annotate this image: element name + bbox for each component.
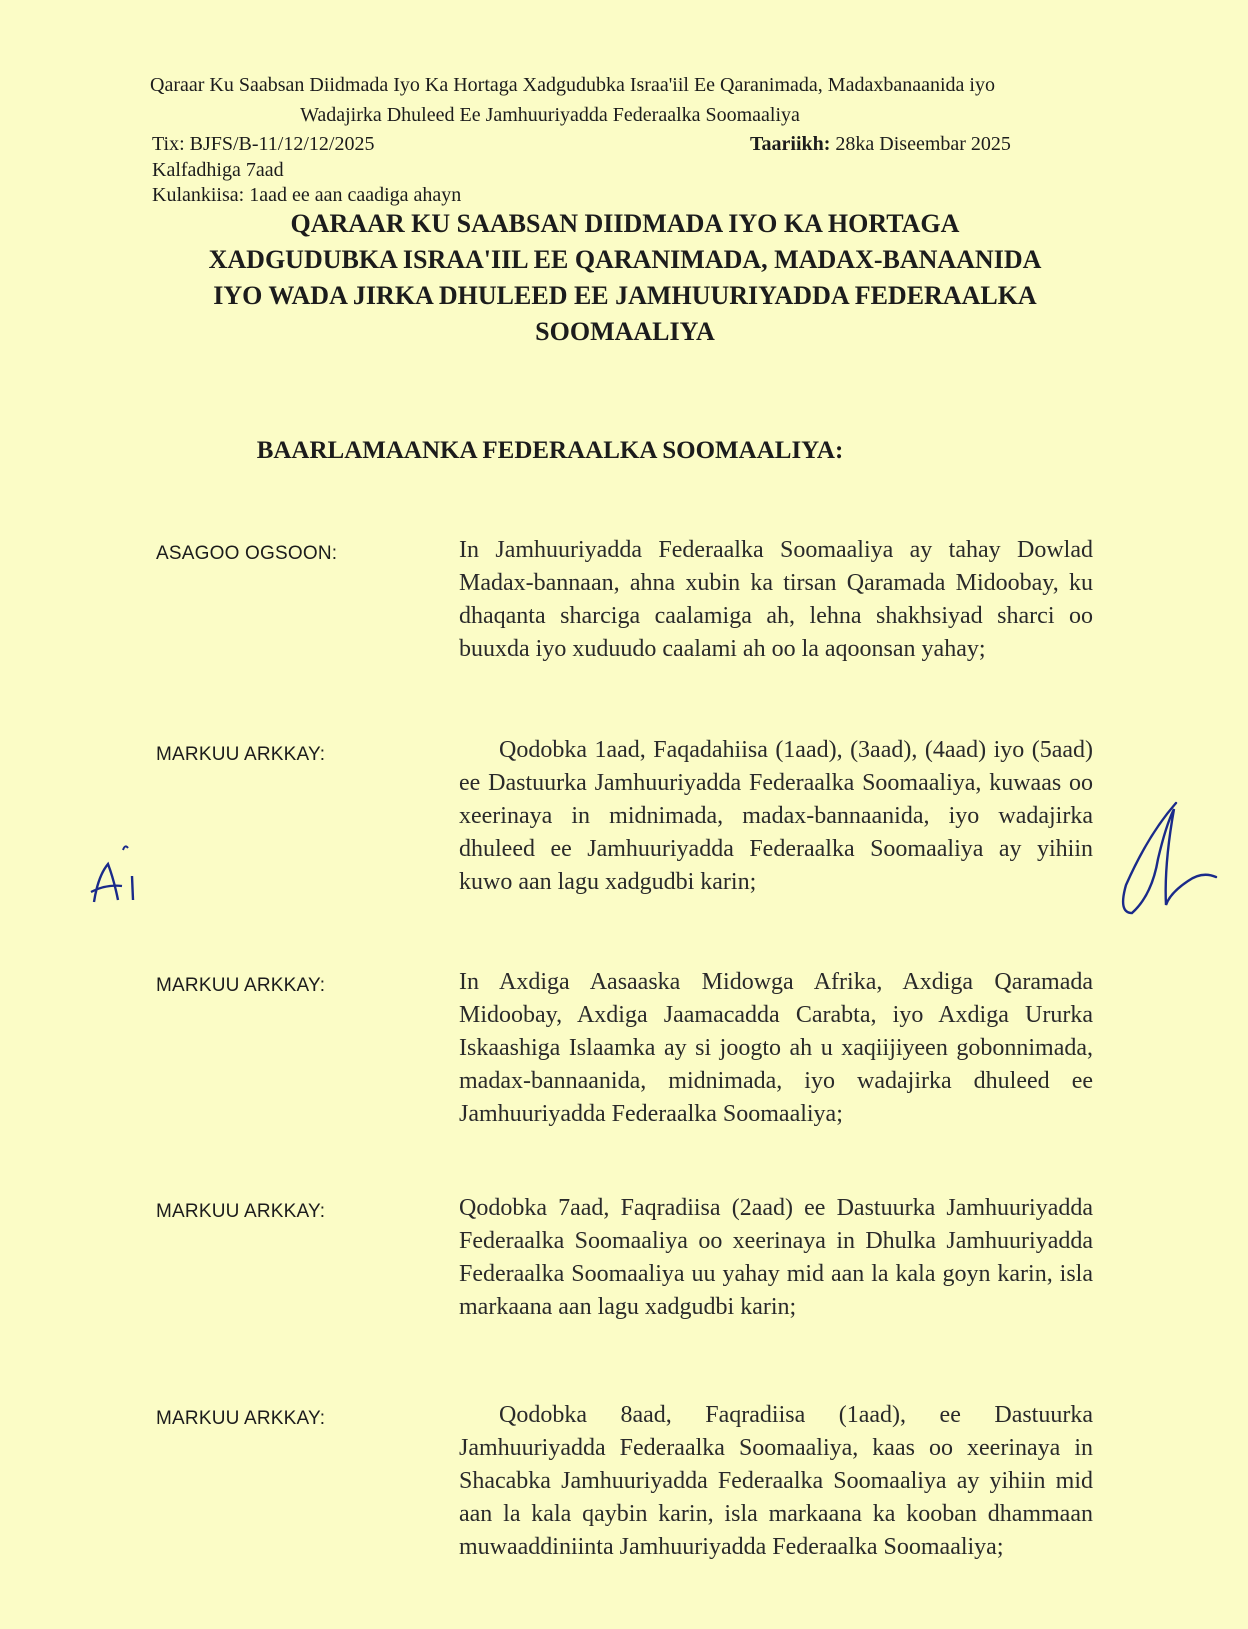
title-line: XADGUDUBKA ISRAA'IIL EE QARANIMADA, MADAX-BANAANIDA [208,245,1042,274]
title-line: IYO WADA JIRKA DHULEED EE JAMHUURIYADDA FEDERAALKA [213,281,1037,310]
running-title-line2: Wadajirka Dhuleed Ee Jamhuuriyadda Federaalka Soomaaliya [300,104,800,126]
clause-label: MARKUU ARKKAY: [156,1201,326,1222]
date-value: 28ka Diseembar 2025 [830,133,1011,155]
clause-text: In Axdiga Aasaaska Midowga Afrika, Axdiga Qaramada Midoobay, Axdiga Jaamacadda Carabta, iyo Axdiga Ururka Iskaashiga Islaamka ay si joogto ah u xaqiijiyeen gobonnimada, madax-bannaanida, midnimada, iyo wadajirka dhuleed ee Jamhuuriyadda Federaalka Soomaaliya; [459,969,1093,1127]
session-number: Kalfadhiga 7aad [152,159,284,181]
clause-label: ASAGOO OGSOON: [156,543,338,564]
issuing-body: BAARLAMAANKA FEDERAALKA SOOMAALIYA: [256,437,844,464]
margin-initials-handwriting [88,836,148,906]
date-label: Taariikh: [750,133,831,155]
clause-label: MARKUU ARKKAY: [156,744,326,765]
title-line: QARAAR KU SAABSAN DIIDMADA IYO KA HORTAGA [290,209,960,238]
reference-number: Tix: BJFS/B-11/12/12/2025 [152,133,375,155]
clause-text: In Jamhuuriyadda Federaalka Soomaaliya ay tahay Dowlad Madax-bannaan, ahna xubin ka tirsan Qaramada Midoobay, ku dhaqanta sharciga caalamiga ah, lehna shakhsiyad sharci oo buuxda iyo xuduudo caalami ah oo la aqoonsan yahay; [459,537,1093,662]
signature-mark [1118,795,1218,945]
document-title [150,206,1100,350]
clause-text: Qodobka 7aad, Faqradiisa (2aad) ee Dastuurka Jamhuuriyadda Federaalka Soomaaliya oo xeerinaya in Dhulka Jamhuuriyadda Federaalka Soomaaliya uu yahay mid aan la kala goyn karin, isla markaana aan lagu xadgudbi karin; [459,1195,1093,1320]
meeting-number: Kulankiisa: 1aad ee aan caadiga ahayn [152,184,462,206]
clause-label: MARKUU ARKKAY: [156,975,326,996]
title-line: SOOMAALIYA [535,317,715,346]
clause-label: MARKUU ARKKAY: [156,1408,326,1429]
document-date [750,131,1011,157]
clause-text: Qodobka 1aad, Faqadahiisa (1aad), (3aad), (4aad) iyo (5aad) ee Dastuurka Jamhuuriyadda Federaalka Soomaaliya, kuwaas oo xeerinaya in midnimada, madax-bannaanida, iyo wadajirka dhuleed ee Jamhuuriyadda Federaalka Soomaaliya ay yihiin kuwo aan lagu xadgudbi karin; [459,737,1093,895]
clause-text: Qodobka 8aad, Faqradiisa (1aad), ee Dastuurka Jamhuuriyadda Federaalka Soomaaliya, kaas oo xeerinaya in Shacabka Jamhuuriyadda Federaalka Soomaaliya ay yihiin mid aan la kala qaybin karin, isla markaana ka kooban dhammaan muwaaddiniinta Jamhuuriyadda Federaalka Soomaaliya; [459,1402,1093,1560]
running-title-line1: Qaraar Ku Saabsan Diidmada Iyo Ka Hortaga Xadgudubka Israa'iil Ee Qaranimada, Madaxbanaanida iyo [150,74,995,96]
